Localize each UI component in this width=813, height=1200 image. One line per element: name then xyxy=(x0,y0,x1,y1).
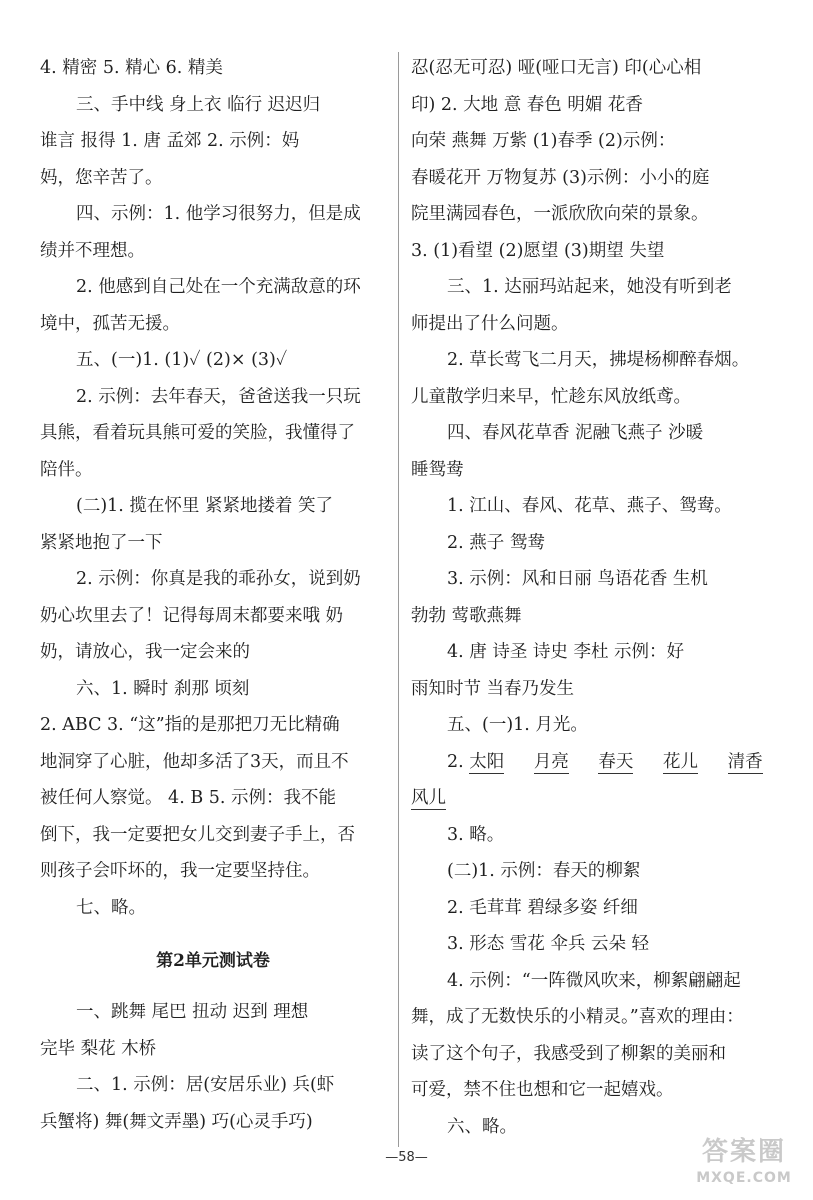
text-line: 六、1. 瞬时 刹那 顷刻 xyxy=(76,678,250,699)
text-line: 则孩子会吓坏的，我一定要坚持住。 xyxy=(40,861,320,881)
left-column xyxy=(40,50,386,1140)
watermark-title: 答案圈 xyxy=(701,1137,786,1167)
text-line: 向荣 燕舞 万紫 (1)春季 (2)示例： xyxy=(411,131,676,151)
underlined-word: 月亮 xyxy=(533,751,569,772)
text-line: 3. (1)看望 (2)愿望 (3)期望 失望 xyxy=(411,240,665,261)
text-line: 忍(忍无可忍) 哑(哑口无言) 印(心心相 xyxy=(411,58,702,78)
text-line: 2. 毛茸茸 碧绿多姿 纤细 xyxy=(447,897,638,918)
right-column xyxy=(411,50,773,1145)
text-line: 3. 示例：风和日丽 鸟语花香 生机 xyxy=(447,569,708,589)
text-line: 绩并不理想。 xyxy=(40,240,145,261)
text-line: 地洞穿了心脏，他却多活了3天，而且不 xyxy=(40,751,349,772)
text-line: 1. 江山、春风、花草、燕子、鸳鸯。 xyxy=(447,496,732,516)
text-line: 2. 燕子 鸳鸯 xyxy=(447,532,545,553)
text-line: 二、1. 示例：居(安居乐业) 兵(虾 xyxy=(76,1075,335,1095)
text-line: 谁言 报得 1. 唐 孟郊 2. 示例：妈 xyxy=(40,131,300,151)
text-line: 被任何人察觉。 4. B 5. 示例：我不能 xyxy=(40,788,337,808)
underlined-answer-line xyxy=(411,780,773,817)
underlined-word: 花儿 xyxy=(663,751,698,772)
watermark-url: MXQE.COM xyxy=(696,1170,792,1186)
underlined-answer-line xyxy=(411,744,773,781)
text-line: 舞，成了无数快乐的小精灵。”喜欢的理由： xyxy=(411,1007,744,1027)
text-line: 院里满园春色，一派欣欣向荣的景象。 xyxy=(411,204,709,224)
text-line: 四、示例：1. 他学习很努力，但是成 xyxy=(76,204,361,224)
text-line: 奶，请放心，我一定会来的 xyxy=(40,642,250,662)
text-line: 三、手中线 身上衣 临行 迟迟归 xyxy=(76,94,321,115)
text-line: 六、略。 xyxy=(447,1116,517,1137)
text-line: 五、(一)1. (1)✓ (2)× (3)✓ xyxy=(76,350,288,370)
text-line: 五、(一)1. 月光。 xyxy=(447,715,588,735)
unit-heading: 第2单元测试卷 xyxy=(156,951,270,971)
text-line: 2. 示例：去年春天，爸爸送我一只玩 xyxy=(76,386,361,407)
text-line: 完毕 梨花 木桥 xyxy=(40,1038,157,1059)
text-line: 2. ABC 3. “这”指的是那把刀无比精确 xyxy=(40,715,340,735)
page-number: —58— xyxy=(385,1150,428,1165)
text-line: 3. 略。 xyxy=(447,824,505,845)
text-line: 一、跳舞 尾巴 扭动 迟到 理想 xyxy=(76,1002,309,1022)
text-line: 读了这个句子，我感受到了柳絮的美丽和 xyxy=(411,1043,726,1064)
item-prefix: 2. xyxy=(447,751,470,772)
text-line: 4. 示例：“一阵微风吹来，柳絮翩翩起 xyxy=(447,970,741,991)
text-line: 雨知时节 当春乃发生 xyxy=(411,678,575,699)
text-line: 勃勃 莺歌燕舞 xyxy=(411,605,522,626)
text-line: 兵蟹将) 舞(舞文弄墨) 巧(心灵手巧) xyxy=(40,1111,313,1132)
text-line: 可爱，禁不住也想和它一起嬉戏。 xyxy=(411,1080,674,1100)
text-line: 睡鸳鸯 xyxy=(411,459,464,480)
text-line: 2. 草长莺飞二月天，拂堤杨柳醉春烟。 xyxy=(447,350,750,370)
text-line: 妈，您辛苦了。 xyxy=(40,167,163,188)
text-line: 三、1. 达丽玛站起来，她没有听到老 xyxy=(447,277,732,297)
text-line: 境中，孤苦无援。 xyxy=(40,313,180,334)
text-line: 3. 形态 雪花 伞兵 云朵 轻 xyxy=(447,934,650,954)
text-line: 七、略。 xyxy=(76,897,146,918)
text-line: (二)1. 示例：春天的柳絮 xyxy=(447,861,641,881)
text-line: 四、春风花草香 泥融飞燕子 沙暖 xyxy=(447,423,704,443)
text-line: 春暖花开 万物复苏 (3)示例：小小的庭 xyxy=(411,167,710,188)
text-line: 2. 他感到自己处在一个充满敌意的环 xyxy=(76,277,361,297)
text-line: 陪伴。 xyxy=(40,459,93,480)
text-line: 倒下，我一定要把女儿交到妻子手上，否 xyxy=(40,824,355,845)
text-line: 2. 示例：你真是我的乖孙女，说到奶 xyxy=(76,569,361,589)
underlined-word: 清香 xyxy=(727,751,763,772)
text-line: 紧紧地抱了一下 xyxy=(40,532,163,553)
text-line: 具熊，看着玩具熊可爱的笑脸，我懂得了 xyxy=(40,423,355,443)
underlined-word: 春天 xyxy=(598,751,634,772)
column-divider xyxy=(398,52,399,1147)
underlined-word: 太阳 xyxy=(469,751,505,772)
text-line: 师提出了什么问题。 xyxy=(411,313,569,334)
watermark-logo xyxy=(685,1136,803,1194)
text-line: 奶心坎里去了！记得每周末都要来哦 奶 xyxy=(40,605,344,626)
underlined-word: 风儿 xyxy=(411,788,446,808)
text-line: 4. 唐 诗圣 诗史 李杜 示例：好 xyxy=(447,642,685,662)
text-line: 4. 精密 5. 精心 6. 精美 xyxy=(40,58,223,78)
text-line: 印) 2. 大地 意 春色 明媚 花香 xyxy=(411,94,643,115)
text-line: (二)1. 揽在怀里 紧紧地搂着 笑了 xyxy=(76,496,334,516)
text-line: 儿童散学归来早，忙趁东风放纸鸢。 xyxy=(411,386,691,407)
